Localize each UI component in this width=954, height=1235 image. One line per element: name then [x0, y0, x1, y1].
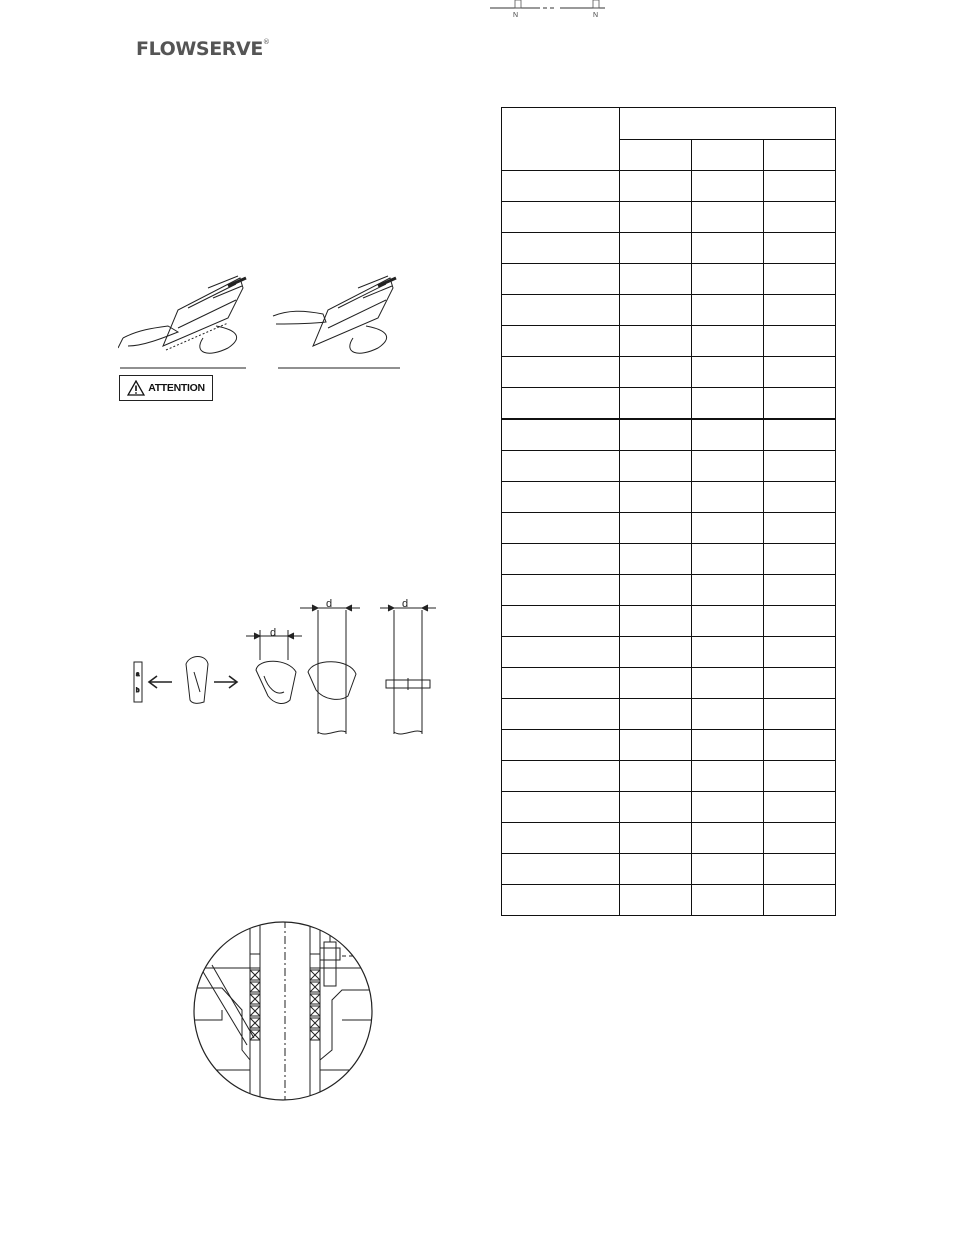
table-cell — [692, 575, 764, 606]
table-cell — [620, 482, 692, 513]
table-cell — [620, 264, 692, 295]
table-cell — [764, 761, 836, 792]
table-cell — [692, 264, 764, 295]
table-cell — [764, 823, 836, 854]
table-row — [502, 513, 836, 544]
table-cell — [764, 792, 836, 823]
table-cell — [620, 668, 692, 699]
table-cell — [620, 202, 692, 233]
table-row — [502, 885, 836, 916]
table-cell — [764, 482, 836, 513]
table-cell — [620, 513, 692, 544]
table-cell — [502, 761, 620, 792]
table-row — [502, 482, 836, 513]
table-row — [502, 264, 836, 295]
table-cell — [692, 823, 764, 854]
table-cell — [764, 419, 836, 451]
table-cell — [692, 419, 764, 451]
table-cell — [620, 544, 692, 575]
table-row — [502, 730, 836, 761]
table-cell — [692, 544, 764, 575]
table-row — [502, 792, 836, 823]
table-cell — [502, 171, 620, 202]
table-cell — [692, 730, 764, 761]
table-cell — [764, 233, 836, 264]
attention-badge — [119, 375, 213, 401]
table-cell — [764, 326, 836, 357]
table-cell — [764, 637, 836, 668]
table-cell — [620, 575, 692, 606]
table-cell — [502, 357, 620, 388]
table-cell — [764, 513, 836, 544]
table-cell — [502, 388, 620, 420]
svg-text:N: N — [513, 12, 519, 19]
dimension-label-shaft1: d — [326, 598, 333, 610]
table-cell — [502, 544, 620, 575]
table-cell — [764, 544, 836, 575]
table-cell — [764, 575, 836, 606]
table-cell — [502, 513, 620, 544]
table-cell — [502, 202, 620, 233]
left-cutting-drawing — [118, 276, 246, 353]
table-cell — [692, 482, 764, 513]
table-cell — [692, 761, 764, 792]
table-cell — [502, 419, 620, 451]
warning-triangle-icon — [127, 380, 145, 396]
right-cutting-drawing — [273, 276, 396, 353]
table-cell — [502, 233, 620, 264]
table-row — [502, 419, 836, 451]
table-cell — [620, 233, 692, 264]
dimension-label-shaft2: d — [402, 598, 409, 610]
flowserve-logo — [136, 38, 270, 60]
table-header-cell — [502, 108, 620, 171]
logo-mark: ® — [262, 38, 270, 46]
table-cell — [692, 171, 764, 202]
table-cell — [764, 854, 836, 885]
table-cell — [692, 326, 764, 357]
packing-rings-right — [310, 970, 320, 1040]
table-row — [502, 637, 836, 668]
table-cell — [502, 885, 620, 916]
table-row — [502, 451, 836, 482]
table-row — [502, 823, 836, 854]
table-cell — [764, 264, 836, 295]
table-cell — [502, 295, 620, 326]
cut-strip — [134, 662, 142, 702]
table-header-cell — [764, 140, 836, 171]
table-cell — [764, 388, 836, 420]
packing-rings-left — [250, 970, 260, 1040]
table-cell — [502, 637, 620, 668]
stuffing-box-detail-view — [192, 920, 374, 1102]
table-cell — [502, 326, 620, 357]
table-cell — [764, 202, 836, 233]
table-header-cell — [692, 140, 764, 171]
table-cell — [502, 482, 620, 513]
table-cell — [692, 668, 764, 699]
table-cell — [502, 606, 620, 637]
table-cell — [620, 606, 692, 637]
table-cell — [692, 202, 764, 233]
table-cell — [620, 823, 692, 854]
table-cell — [502, 730, 620, 761]
table-row — [502, 668, 836, 699]
dimension-label-ring: d — [270, 627, 277, 639]
table-row — [502, 606, 836, 637]
table-cell — [764, 699, 836, 730]
table-cell — [692, 854, 764, 885]
table-header-cell — [620, 108, 836, 140]
table-cell — [620, 761, 692, 792]
table-cell — [620, 171, 692, 202]
table-cell — [692, 637, 764, 668]
table-cell — [502, 823, 620, 854]
svg-text:N: N — [593, 12, 599, 19]
table-row — [502, 295, 836, 326]
attention-label: ATTENTION — [148, 382, 205, 394]
table-cell — [764, 730, 836, 761]
table-cell — [692, 233, 764, 264]
table-cell — [764, 606, 836, 637]
table-cell — [692, 885, 764, 916]
table-cell — [764, 885, 836, 916]
table-cell — [620, 419, 692, 451]
table-row — [502, 761, 836, 792]
table-cell — [620, 854, 692, 885]
table-cell — [620, 792, 692, 823]
table-cell — [692, 295, 764, 326]
table-cell — [692, 513, 764, 544]
table-cell — [764, 451, 836, 482]
table-cell — [692, 792, 764, 823]
table-cell — [764, 357, 836, 388]
table-row — [502, 544, 836, 575]
table-row — [502, 171, 836, 202]
table-cell — [620, 885, 692, 916]
table-row — [502, 357, 836, 388]
top-cropped-drawing — [485, 0, 615, 20]
table-row — [502, 699, 836, 730]
table-cell — [620, 451, 692, 482]
svg-text:b: b — [136, 688, 140, 694]
table-cell — [620, 357, 692, 388]
table-cell — [620, 326, 692, 357]
table-cell — [692, 388, 764, 420]
table-cell — [502, 575, 620, 606]
table-cell — [502, 792, 620, 823]
table-row — [502, 854, 836, 885]
table-header-cell — [620, 140, 692, 171]
table-row — [502, 388, 836, 420]
table-cell — [620, 637, 692, 668]
table-cell — [764, 295, 836, 326]
ring-installation-figure — [128, 592, 443, 742]
table-cell — [502, 451, 620, 482]
packing-cutting-illustration — [118, 268, 408, 373]
table-header-row — [502, 108, 836, 140]
table-cell — [692, 451, 764, 482]
data-table — [501, 107, 836, 916]
logo-text: FLOWSERVE — [136, 38, 263, 60]
table-cell — [620, 388, 692, 420]
table-cell — [764, 668, 836, 699]
svg-text:a: a — [136, 672, 140, 678]
table-row — [502, 326, 836, 357]
table-cell — [620, 295, 692, 326]
table-cell — [764, 171, 836, 202]
table-row — [502, 202, 836, 233]
table-cell — [502, 668, 620, 699]
table-cell — [502, 699, 620, 730]
table-cell — [620, 699, 692, 730]
table-cell — [502, 854, 620, 885]
table-cell — [692, 699, 764, 730]
table-cell — [692, 357, 764, 388]
table-cell — [502, 264, 620, 295]
table-cell — [620, 730, 692, 761]
table-row — [502, 575, 836, 606]
table-row — [502, 233, 836, 264]
table-cell — [692, 606, 764, 637]
